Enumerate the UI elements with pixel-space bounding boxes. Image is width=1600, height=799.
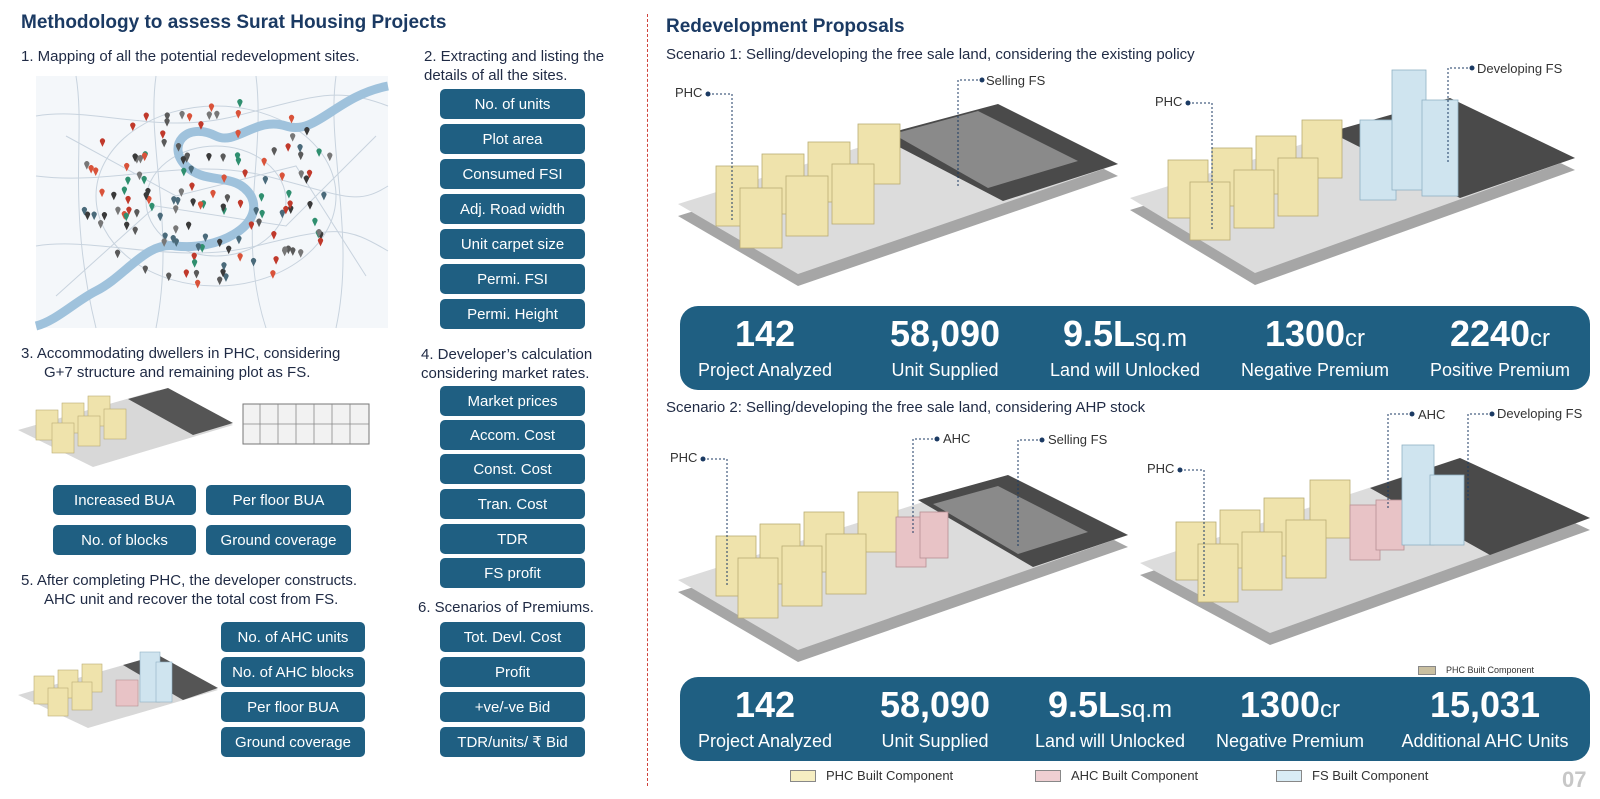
stat-2-projects-label: Project Analyzed <box>697 731 833 751</box>
methodology-title: Methodology to assess Surat Housing Projects <box>21 12 447 33</box>
developing-fs-label-2: Developing FS <box>1497 406 1583 421</box>
pill-const-cost: Const. Cost <box>440 454 585 484</box>
scenario-2-selling-fs-illustration <box>678 442 1128 667</box>
selling-fs-callout-line-1 <box>950 78 990 188</box>
pill-fs-profit: FS profit <box>440 558 585 588</box>
ahc-callout-line-2b <box>1380 412 1420 512</box>
stat-2-units-value: 58,090 <box>879 684 991 725</box>
pill-adj-road-width: Adj. Road width <box>440 194 585 224</box>
pill-ground-coverage-ahc: Ground coverage <box>221 727 365 757</box>
stat-2-projects-value: 142 <box>734 684 796 725</box>
legend-fs-label: FS Built Component <box>1312 768 1429 783</box>
scenario-1-stats-bar <box>680 306 1590 390</box>
ahc-callout-line-2a <box>905 437 945 537</box>
stat-2-ahc-units-value: 15,031 <box>1429 684 1541 725</box>
stat-1-units-label: Unit Supplied <box>891 360 999 380</box>
developing-fs-label-1: Developing FS <box>1477 61 1563 76</box>
stat-2-units <box>850 685 1020 752</box>
step-5-text-line2: AHC unit and recover the total cost from FS. <box>44 591 339 608</box>
selling-fs-label-2: Selling FS <box>1048 432 1108 447</box>
legend-small-phc-swatch <box>1418 666 1436 675</box>
selling-fs-label-1: Selling FS <box>986 73 1046 88</box>
ahc-label-2b: AHC <box>1418 407 1446 422</box>
step-2-text-line2: details of all the sites. <box>424 67 568 84</box>
step-2-text-line1: 2. Extracting and listing the <box>424 48 605 65</box>
legend-small-phc <box>1418 665 1534 675</box>
step-3-text-line1: 3. Accommodating dwellers in PHC, considering <box>21 345 341 362</box>
pill-no-of-ahc-units: No. of AHC units <box>221 622 365 652</box>
pill-market-prices: Market prices <box>440 386 585 416</box>
pill-tdr: TDR <box>440 524 585 554</box>
stat-1-negative-label: Negative Premium <box>1240 360 1390 380</box>
pill-permi-fsi: Permi. FSI <box>440 264 585 294</box>
stat-2-units-label: Unit Supplied <box>881 731 989 751</box>
page-number: 07 <box>1562 767 1587 792</box>
scenario-2-text: Scenario 2: Selling/developing the free sale land, considering AHP stock <box>666 399 1146 416</box>
legend-ahc-label: AHC Built Component <box>1071 768 1199 783</box>
phc-label-1b: PHC <box>1155 94 1183 109</box>
pill-no-of-blocks: No. of blocks <box>53 525 196 555</box>
ahc-label-2a: AHC <box>943 431 971 446</box>
pill-no-of-ahc-blocks: No. of AHC blocks <box>221 657 365 687</box>
step-5-site-illustration <box>18 650 218 730</box>
pill-per-floor-bua: Per floor BUA <box>206 485 351 515</box>
developing-fs-callout-line-2 <box>1460 412 1500 502</box>
pill-ground-coverage: Ground coverage <box>206 525 351 555</box>
pill-no-of-units: No. of units <box>440 89 585 119</box>
pill-tran-cost: Tran. Cost <box>440 489 585 519</box>
scenario-1-selling-fs-illustration <box>678 76 1118 301</box>
pill-profit: Profit <box>440 657 585 687</box>
legend-ahc-swatch <box>1035 770 1061 782</box>
stat-2-negative-label: Negative Premium <box>1215 731 1365 751</box>
stat-1-positive-value: 2240 <box>1449 313 1531 354</box>
step-3-site-illustration <box>18 385 233 470</box>
step-6-text: 6. Scenarios of Premiums. <box>418 599 594 616</box>
phc-callout-line-2a <box>695 457 735 587</box>
pill-plot-area: Plot area <box>440 124 585 154</box>
stat-2-land: 9.5Lsq.m Land will Unlocked <box>1020 685 1200 752</box>
stat-2-ahc-units-label: Additional AHC Units <box>1401 731 1569 751</box>
pill-consumed-fsi: Consumed FSI <box>440 159 585 189</box>
stat-2-ahc-units <box>1385 685 1585 752</box>
phc-label-1a: PHC <box>675 85 703 100</box>
pill-permi-height: Permi. Height <box>440 299 585 329</box>
pill-unit-carpet-size: Unit carpet size <box>440 229 585 259</box>
selling-fs-callout-line-2 <box>1010 438 1050 548</box>
legend-ahc <box>1035 768 1198 783</box>
stat-1-projects-value: 142 <box>734 313 796 354</box>
pill-tot-devl-cost: Tot. Devl. Cost <box>440 622 585 652</box>
floor-plan-drawing <box>242 403 370 445</box>
stat-1-positive: 2240cr Positive Premium <box>1415 314 1585 381</box>
step-3-text-line2: G+7 structure and remaining plot as FS. <box>44 364 311 381</box>
step-1-text: 1. Mapping of all the potential redevelopment sites. <box>21 48 360 65</box>
step-5-text-line1: 5. After completing PHC, the developer constructs. <box>21 572 357 589</box>
stat-1-projects <box>680 314 850 381</box>
legend-phc <box>790 768 953 783</box>
legend-phc-swatch <box>790 770 816 782</box>
stat-2-negative-value: 1300 <box>1239 684 1321 725</box>
stat-2-land-label: Land will Unlocked <box>1034 731 1186 751</box>
legend-phc-label: PHC Built Component <box>826 768 954 783</box>
pill-per-floor-bua-ahc: Per floor BUA <box>221 692 365 722</box>
stat-1-negative-value: 1300 <box>1264 313 1346 354</box>
phc-label-2b: PHC <box>1147 461 1175 476</box>
pill-increased-bua: Increased BUA <box>53 485 196 515</box>
pill-tdr-units-bid: TDR/units/ ₹ Bid <box>440 727 585 757</box>
stat-2-land-value: 9.5L <box>1047 684 1121 725</box>
stat-1-projects-label: Project Analyzed <box>697 360 833 380</box>
stat-2-negative: 1300cr Negative Premium <box>1200 685 1380 752</box>
step-4-text-line2: considering market rates. <box>421 365 590 382</box>
scenario-2-stats-bar <box>680 677 1590 761</box>
stat-1-land-value: 9.5L <box>1062 313 1136 354</box>
pill-accom-cost: Accom. Cost <box>440 420 585 450</box>
developing-fs-callout-line-1 <box>1440 66 1480 166</box>
stat-1-land-label: Land will Unlocked <box>1049 360 1201 380</box>
stat-1-units <box>860 314 1030 381</box>
legend-fs-swatch <box>1276 770 1302 782</box>
column-divider <box>647 14 648 786</box>
surat-site-map <box>36 76 388 328</box>
phc-callout-line-2b <box>1172 468 1212 598</box>
phc-callout-line-1b <box>1180 101 1220 231</box>
legend-fs <box>1276 768 1428 783</box>
phc-callout-line-1a <box>700 92 740 222</box>
stat-2-projects <box>680 685 850 752</box>
phc-label-2a: PHC <box>670 450 698 465</box>
legend-small-phc-label: PHC Built Component <box>1446 665 1535 675</box>
stat-1-units-value: 58,090 <box>889 313 1001 354</box>
step-4-text-line1: 4. Developer’s calculation <box>421 346 593 363</box>
redevelopment-title: Redevelopment Proposals <box>666 16 905 37</box>
stat-1-negative: 1300cr Negative Premium <box>1225 314 1405 381</box>
stat-1-land: 9.5Lsq.m Land will Unlocked <box>1035 314 1215 381</box>
pill-bid: +ve/-ve Bid <box>440 692 585 722</box>
scenario-1-text: Scenario 1: Selling/developing the free sale land, considering the existing policy <box>666 46 1195 63</box>
stat-1-positive-label: Positive Premium <box>1429 360 1571 380</box>
